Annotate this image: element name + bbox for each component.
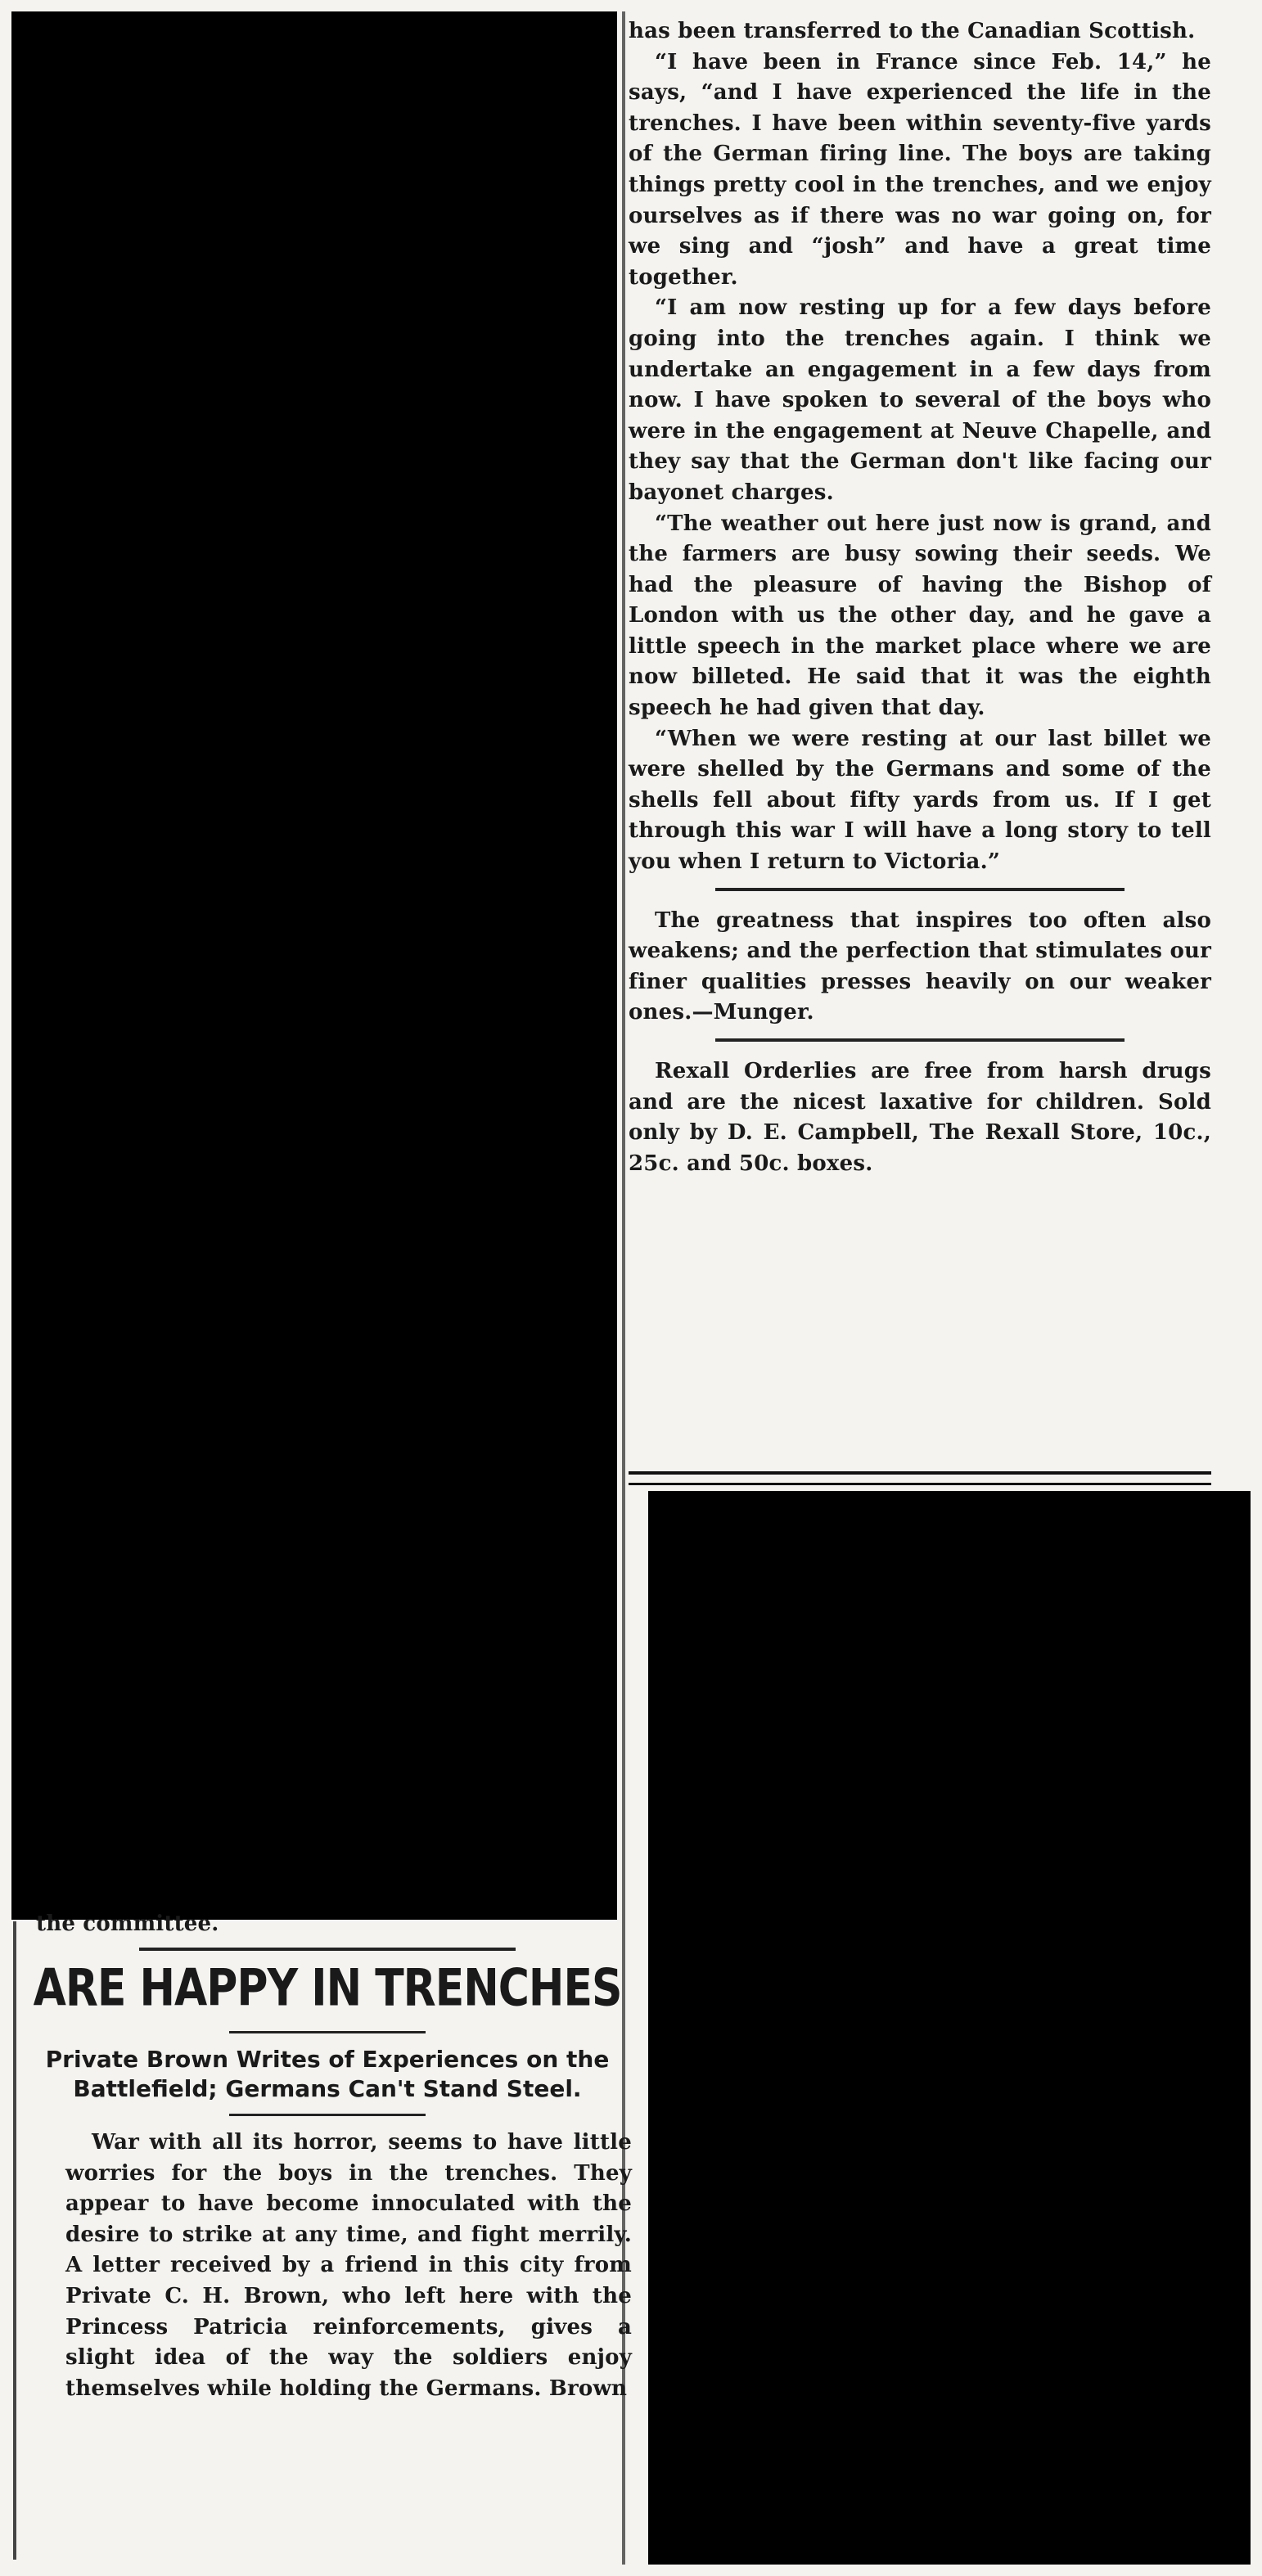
right-column	[625, 16, 1211, 1179]
section-divider	[629, 1471, 1211, 1485]
advertisement: Rexall Orderlies are free from harsh drugs and are the nicest laxative for children. Sold only by D. E. Campbell, The Rexall Store, 10c., 25c. and 50c. boxes.	[629, 1059, 1211, 1176]
article-body: War with all its horror, seems to have little worries for the boys in the trenches. They appear to have become innoculated with the desire to strike at any time, and fight merrily. A letter received by a friend in this city from Private C. H. Brown, who left here with the Princess Patricia reinforcements, gives a slight idea of the way the soldiers enjoy themselves while holding the Germans. Brown	[65, 2130, 632, 2401]
paragraph: has been transferred to the Canadian Scottish.	[629, 19, 1196, 43]
article-subheadline: Private Brown Writes of Experiences on the Battlefield; Germans Can't Stand Steel.	[45, 2046, 610, 2102]
headline-divider	[229, 2031, 426, 2033]
paragraph: “I am now resting up for a few days before going into the trenches again. I think we undertake an engagement in a few days from now. I have spoken to several of the boys who were in the engagement at Neuve Chapelle, and they say that the German don't like facing our bayonet charges.	[629, 295, 1211, 505]
paragraph: “When we were resting at our last billet we were shelled by the Germans and some of the shells fell about fifty yards from us. If I get through this war I will have a long story to tell you when I return to Victoria.”	[629, 726, 1211, 875]
redacted-region	[11, 11, 617, 1920]
section-divider	[715, 888, 1125, 891]
paragraph: “I have been in France since Feb. 14,” he says, “and I have experienced the life in the trenches. I have been within seventy-five yards of the German firing line. The boys are taking things pretty cool in the trenches, and we enjoy ourselves as if there was no war going on, for we sing and “josh” and have a great time together.	[629, 49, 1211, 290]
paragraph: “The weather out here just now is grand, and the farmers are busy sowing their seeds. We had the pleasure of having the Bishop of London with us the other day, and he gave a little speech in the market place where we are now billeted. He said that it was the eighth speech he had given that day.	[629, 511, 1211, 721]
redacted-region	[648, 1491, 1251, 2565]
section-divider	[139, 1948, 516, 1951]
article	[16, 1912, 638, 2404]
quotation: The greatness that inspires too often also weakens; and the perfection that stimulates our finer qualities presses heavily on our weaker ones.—Munger.	[629, 907, 1211, 1025]
section-divider	[715, 1038, 1125, 1042]
article-headline: ARE HAPPY IN TRENCHES	[33, 1959, 622, 2018]
previous-article-fragment: the committee.	[36, 1912, 219, 1936]
headline-divider	[229, 2114, 426, 2116]
